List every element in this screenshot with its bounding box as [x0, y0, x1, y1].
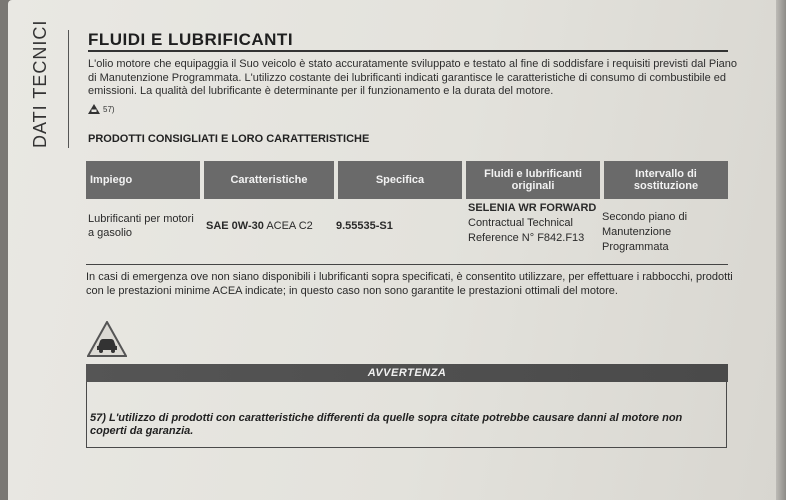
viscosity-grade: SAE 0W-30 — [206, 220, 264, 232]
warning-body: L'utilizzo di prodotti con caratteristiche differenti da quelle sopra citate potrebbe causare danni al motore non coperti da garanzia. — [90, 412, 683, 437]
emergency-note: In casi di emergenza ove non siano disponibili i lubrificanti sopra specificati, è consentito utilizzare, per effettuare i rabbocchi, prodotti con le prestazioni minime ACEA indicate; in questo caso non sono garantite le prestazioni ottimali del motore. — [86, 271, 733, 297]
header-specifica: Specifica — [338, 161, 462, 199]
page-title: FLUIDI E LUBRIFICANTI — [88, 30, 294, 49]
cell-specifica: 9.55535-S1 — [336, 220, 393, 232]
header-caratteristiche: Caratteristiche — [204, 161, 334, 199]
car-warning-small-icon — [88, 104, 100, 114]
header-intervallo: Intervallo di sostituzione — [604, 161, 728, 199]
table-header — [86, 161, 728, 199]
warning-reference — [88, 104, 115, 114]
header-fluidi: Fluidi e lubrificanti originali — [466, 161, 600, 199]
warning-header: AVVERTENZA — [86, 364, 728, 382]
acea-class: ACEA C2 — [266, 220, 313, 232]
header-impiego: Impiego — [86, 161, 200, 199]
reference-number: 57) — [103, 104, 115, 114]
products-subtitle: PRODOTTI CONSIGLIATI E LORO CARATTERISTICHE — [88, 133, 370, 145]
cell-caratteristiche — [206, 219, 313, 233]
table-row — [86, 203, 728, 259]
warning-text — [90, 412, 710, 438]
cell-intervallo: Secondo piano di Manutenzione Programmata — [602, 211, 688, 253]
title-underline — [88, 50, 728, 52]
table-bottom-rule — [86, 264, 728, 265]
cell-impiego: Lubrificanti per motori a gasolio — [88, 213, 194, 239]
intro-paragraph: L'olio motore che equipaggia il Suo veicolo è stato accuratamente sviluppato e testato al fine di soddisfare i requisiti previsti dal Piano di Manutenzione Programmata. L'utilizzo costante dei lubrificanti indicati garantisce le caratteristiche di consumo di combustibile ed emissioni. La qualità del lubrificante è determinante per il funzionamento e la durata del motore. — [88, 58, 738, 97]
product-name: SELENIA WR FORWARD — [468, 202, 597, 214]
warning-number: 57) — [90, 412, 106, 424]
technical-reference: Contractual Technical Reference N° F842.F13 — [468, 217, 585, 244]
cell-fluidi — [468, 201, 598, 246]
section-side-title: DATI TECNICI — [30, 19, 50, 148]
car-warning-icon — [87, 321, 127, 357]
side-divider — [68, 30, 69, 148]
book-spine — [776, 0, 786, 500]
